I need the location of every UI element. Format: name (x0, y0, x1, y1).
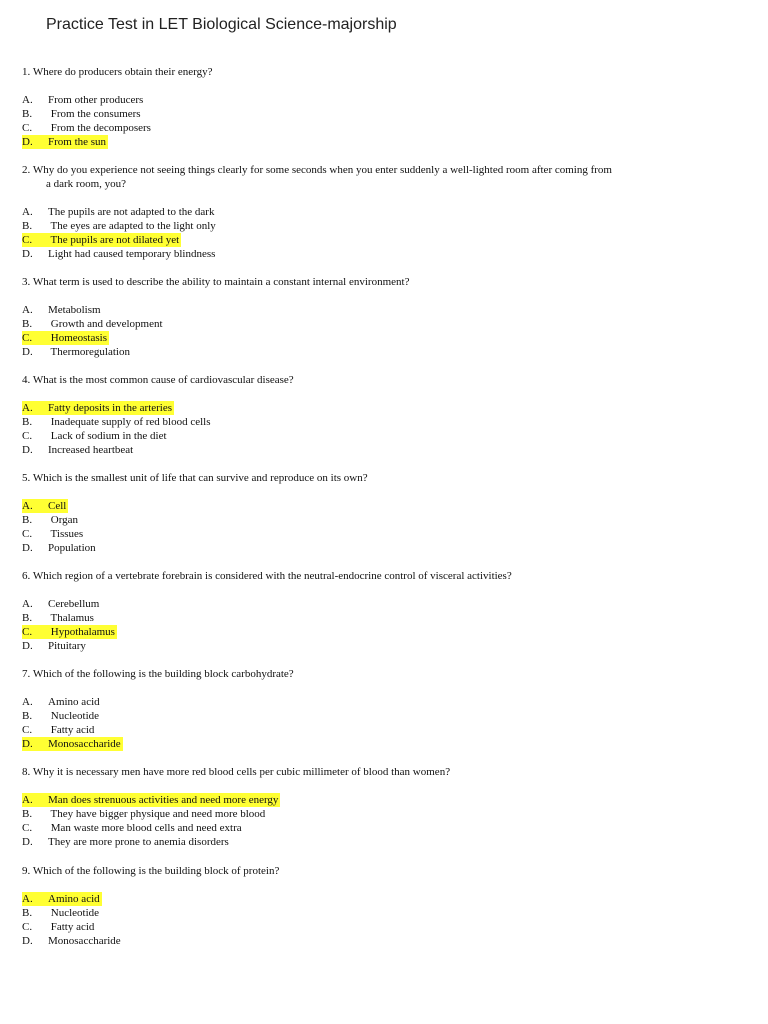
option-correct-highlighted (22, 401, 742, 415)
option-text: Thalamus (48, 612, 94, 624)
question-stem: Where do producers obtain their energy? (32, 66, 213, 78)
option-highlight (22, 135, 108, 149)
option-letter: B. (22, 612, 33, 624)
option-text: The pupils are not dilated yet (48, 234, 180, 246)
option-highlight (22, 541, 98, 555)
option-highlight (22, 93, 145, 107)
option (22, 247, 742, 261)
option-letter: D. (22, 346, 33, 358)
option-text: Fatty deposits in the arteries (48, 402, 173, 414)
question-text (22, 667, 742, 681)
option (22, 920, 742, 934)
option-text: From the sun (48, 136, 107, 148)
option-highlight (22, 737, 123, 751)
option-highlight (22, 247, 217, 261)
option-letter: D. (22, 444, 33, 456)
option-letter: A. (22, 304, 33, 316)
option (22, 513, 742, 527)
option-letter: B. (22, 108, 33, 120)
option-letter: B. (22, 416, 33, 428)
question-block (22, 569, 742, 653)
option-letter: D. (22, 542, 33, 554)
option-letter: A. (22, 794, 33, 806)
question-block (22, 373, 742, 457)
option-highlight (22, 345, 132, 359)
option (22, 107, 742, 121)
question-block (22, 275, 742, 359)
option (22, 121, 742, 135)
option-highlight (22, 499, 68, 513)
question-stem-continuation: a dark room, you? (46, 178, 127, 190)
option-letter: D. (22, 738, 33, 750)
option-text: From the consumers (48, 108, 141, 120)
option-letter: C. (22, 921, 33, 933)
option-text: Increased heartbeat (48, 444, 134, 456)
option-letter: B. (22, 220, 33, 232)
page-title: Practice Test in LET Biological Science-majorship (46, 16, 397, 33)
option (22, 723, 742, 737)
option-highlight (22, 331, 109, 345)
option-text: Nucleotide (48, 907, 100, 919)
option-correct-highlighted (22, 737, 742, 751)
question-number: 8. (22, 766, 31, 778)
option-text: Hypothalamus (48, 626, 115, 638)
option (22, 93, 742, 107)
option-letter: A. (22, 500, 33, 512)
question-stem: Which of the following is the building block of protein? (32, 865, 280, 877)
option-highlight (22, 513, 80, 527)
option-highlight (22, 597, 101, 611)
option-text: Homeostasis (48, 332, 107, 344)
question-text (22, 864, 742, 878)
option-letter: C. (22, 122, 33, 134)
option (22, 345, 742, 359)
option-text: Fatty acid (48, 921, 95, 933)
option-letter: A. (22, 893, 33, 905)
option-highlight (22, 835, 231, 849)
option-letter: B. (22, 907, 33, 919)
question-number: 6. (22, 570, 31, 582)
question-stem: Why it is necessary men have more red blood cells per cubic millimeter of blood than women? (32, 766, 451, 778)
option-letter: C. (22, 430, 33, 442)
option-highlight (22, 443, 135, 457)
option-text: Nucleotide (48, 710, 100, 722)
option-highlight (22, 611, 96, 625)
question-number: 7. (22, 668, 31, 680)
option-correct-highlighted (22, 892, 742, 906)
option-letter: B. (22, 808, 33, 820)
question-text (22, 373, 742, 387)
option-text: Tissues (48, 528, 84, 540)
option (22, 709, 742, 723)
question-block (22, 667, 742, 751)
option-list (22, 401, 742, 457)
option-letter: D. (22, 136, 33, 148)
option-text: Fatty acid (48, 724, 95, 736)
option (22, 597, 742, 611)
question-text (22, 275, 742, 289)
question-text (22, 471, 742, 485)
option (22, 205, 742, 219)
option-highlight (22, 527, 85, 541)
option-letter: A. (22, 402, 33, 414)
question-stem: What term is used to describe the ability to maintain a constant internal environment? (32, 276, 410, 288)
option-correct-highlighted (22, 233, 742, 247)
option (22, 611, 742, 625)
option (22, 415, 742, 429)
option-letter: A. (22, 598, 33, 610)
option-letter: C. (22, 724, 33, 736)
option-correct-highlighted (22, 793, 742, 807)
question-block (22, 864, 742, 948)
option-text: Cerebellum (48, 598, 100, 610)
question-text (22, 765, 742, 779)
option-highlight (22, 892, 102, 906)
option-letter: C. (22, 332, 33, 344)
option-letter: A. (22, 696, 33, 708)
option-text: The pupils are not adapted to the dark (48, 206, 215, 218)
question-block (22, 65, 742, 149)
question-block (22, 765, 742, 849)
option-list (22, 205, 742, 261)
question-number: 9. (22, 865, 31, 877)
option-highlight (22, 429, 169, 443)
option (22, 303, 742, 317)
option (22, 219, 742, 233)
option-text: Light had caused temporary blindness (48, 248, 216, 260)
question-number: 1. (22, 66, 31, 78)
question-stem: What is the most common cause of cardiovascular disease? (32, 374, 294, 386)
question-number: 3. (22, 276, 31, 288)
option (22, 527, 742, 541)
option-text: Population (48, 542, 96, 554)
option-letter: A. (22, 94, 33, 106)
option-text: Metabolism (48, 304, 101, 316)
option-text: Pituitary (48, 640, 86, 652)
option-text: From the decomposers (48, 122, 151, 134)
option-text: Cell (48, 500, 67, 512)
option-text: Man waste more blood cells and need extra (48, 822, 242, 834)
option-letter: B. (22, 514, 33, 526)
option-letter: D. (22, 248, 33, 260)
question-block (22, 471, 742, 555)
option-text: Man does strenuous activities and need more energy (48, 794, 279, 806)
option-letter: B. (22, 710, 33, 722)
option-list (22, 892, 742, 948)
question-number: 4. (22, 374, 31, 386)
option-highlight (22, 821, 244, 835)
option-correct-highlighted (22, 499, 742, 513)
option-letter: D. (22, 836, 33, 848)
question-number: 2. (22, 164, 31, 176)
option-list (22, 597, 742, 653)
option-correct-highlighted (22, 625, 742, 639)
option-highlight (22, 723, 96, 737)
question-text (22, 65, 742, 79)
option-letter: C. (22, 234, 33, 246)
option-highlight (22, 401, 174, 415)
option (22, 821, 742, 835)
option-text: They have bigger physique and need more blood (48, 808, 266, 820)
option-highlight (22, 906, 101, 920)
option-letter: D. (22, 640, 33, 652)
option (22, 541, 742, 555)
option-highlight (22, 639, 88, 653)
option (22, 429, 742, 443)
option (22, 639, 742, 653)
option-text: Monosaccharide (48, 738, 121, 750)
option-text: Growth and development (48, 318, 163, 330)
option (22, 934, 742, 948)
option-letter: C. (22, 528, 33, 540)
option-list (22, 303, 742, 359)
option-list (22, 793, 742, 849)
option-text: Lack of sodium in the diet (48, 430, 167, 442)
option-highlight (22, 205, 216, 219)
option-highlight (22, 934, 123, 948)
option-highlight (22, 317, 165, 331)
option-highlight (22, 415, 213, 429)
question-stem: Which is the smallest unit of life that can survive and reproduce on its own? (32, 472, 368, 484)
option-highlight (22, 625, 117, 639)
option-list (22, 499, 742, 555)
option-letter: C. (22, 822, 33, 834)
option-letter: C. (22, 626, 33, 638)
question-stem: Which of the following is the building block carbohydrate? (32, 668, 294, 680)
option-letter: B. (22, 318, 33, 330)
option (22, 443, 742, 457)
option-text: Monosaccharide (48, 935, 121, 947)
option-highlight (22, 920, 96, 934)
option-highlight (22, 695, 102, 709)
option-text: Inadequate supply of red blood cells (48, 416, 211, 428)
option-text: They are more prone to anemia disorders (48, 836, 229, 848)
option-correct-highlighted (22, 135, 742, 149)
option-list (22, 93, 742, 149)
option (22, 835, 742, 849)
option (22, 906, 742, 920)
option-text: Thermoregulation (48, 346, 130, 358)
option-highlight (22, 219, 218, 233)
option-highlight (22, 709, 101, 723)
option-letter: A. (22, 206, 33, 218)
question-text (22, 163, 742, 191)
option-highlight (22, 121, 153, 135)
question-stem: Which region of a vertebrate forebrain is considered with the neutral-endocrine control of visceral activities? (32, 570, 512, 582)
option-text: The eyes are adapted to the light only (48, 220, 216, 232)
option-correct-highlighted (22, 331, 742, 345)
question-stem: Why do you experience not seeing things clearly for some seconds when you enter suddenly a well-lighted room after coming from (32, 164, 612, 176)
option-highlight (22, 107, 143, 121)
option-highlight (22, 233, 181, 247)
question-block (22, 163, 742, 261)
option (22, 807, 742, 821)
option-list (22, 695, 742, 751)
option-letter: D. (22, 935, 33, 947)
option (22, 695, 742, 709)
option-highlight (22, 807, 267, 821)
option-text: Organ (48, 514, 79, 526)
option-highlight (22, 793, 280, 807)
option (22, 317, 742, 331)
question-number: 5. (22, 472, 31, 484)
question-text (22, 569, 742, 583)
option-text: From other producers (48, 94, 144, 106)
option-text: Amino acid (48, 893, 100, 905)
option-highlight (22, 303, 103, 317)
option-text: Amino acid (48, 696, 100, 708)
